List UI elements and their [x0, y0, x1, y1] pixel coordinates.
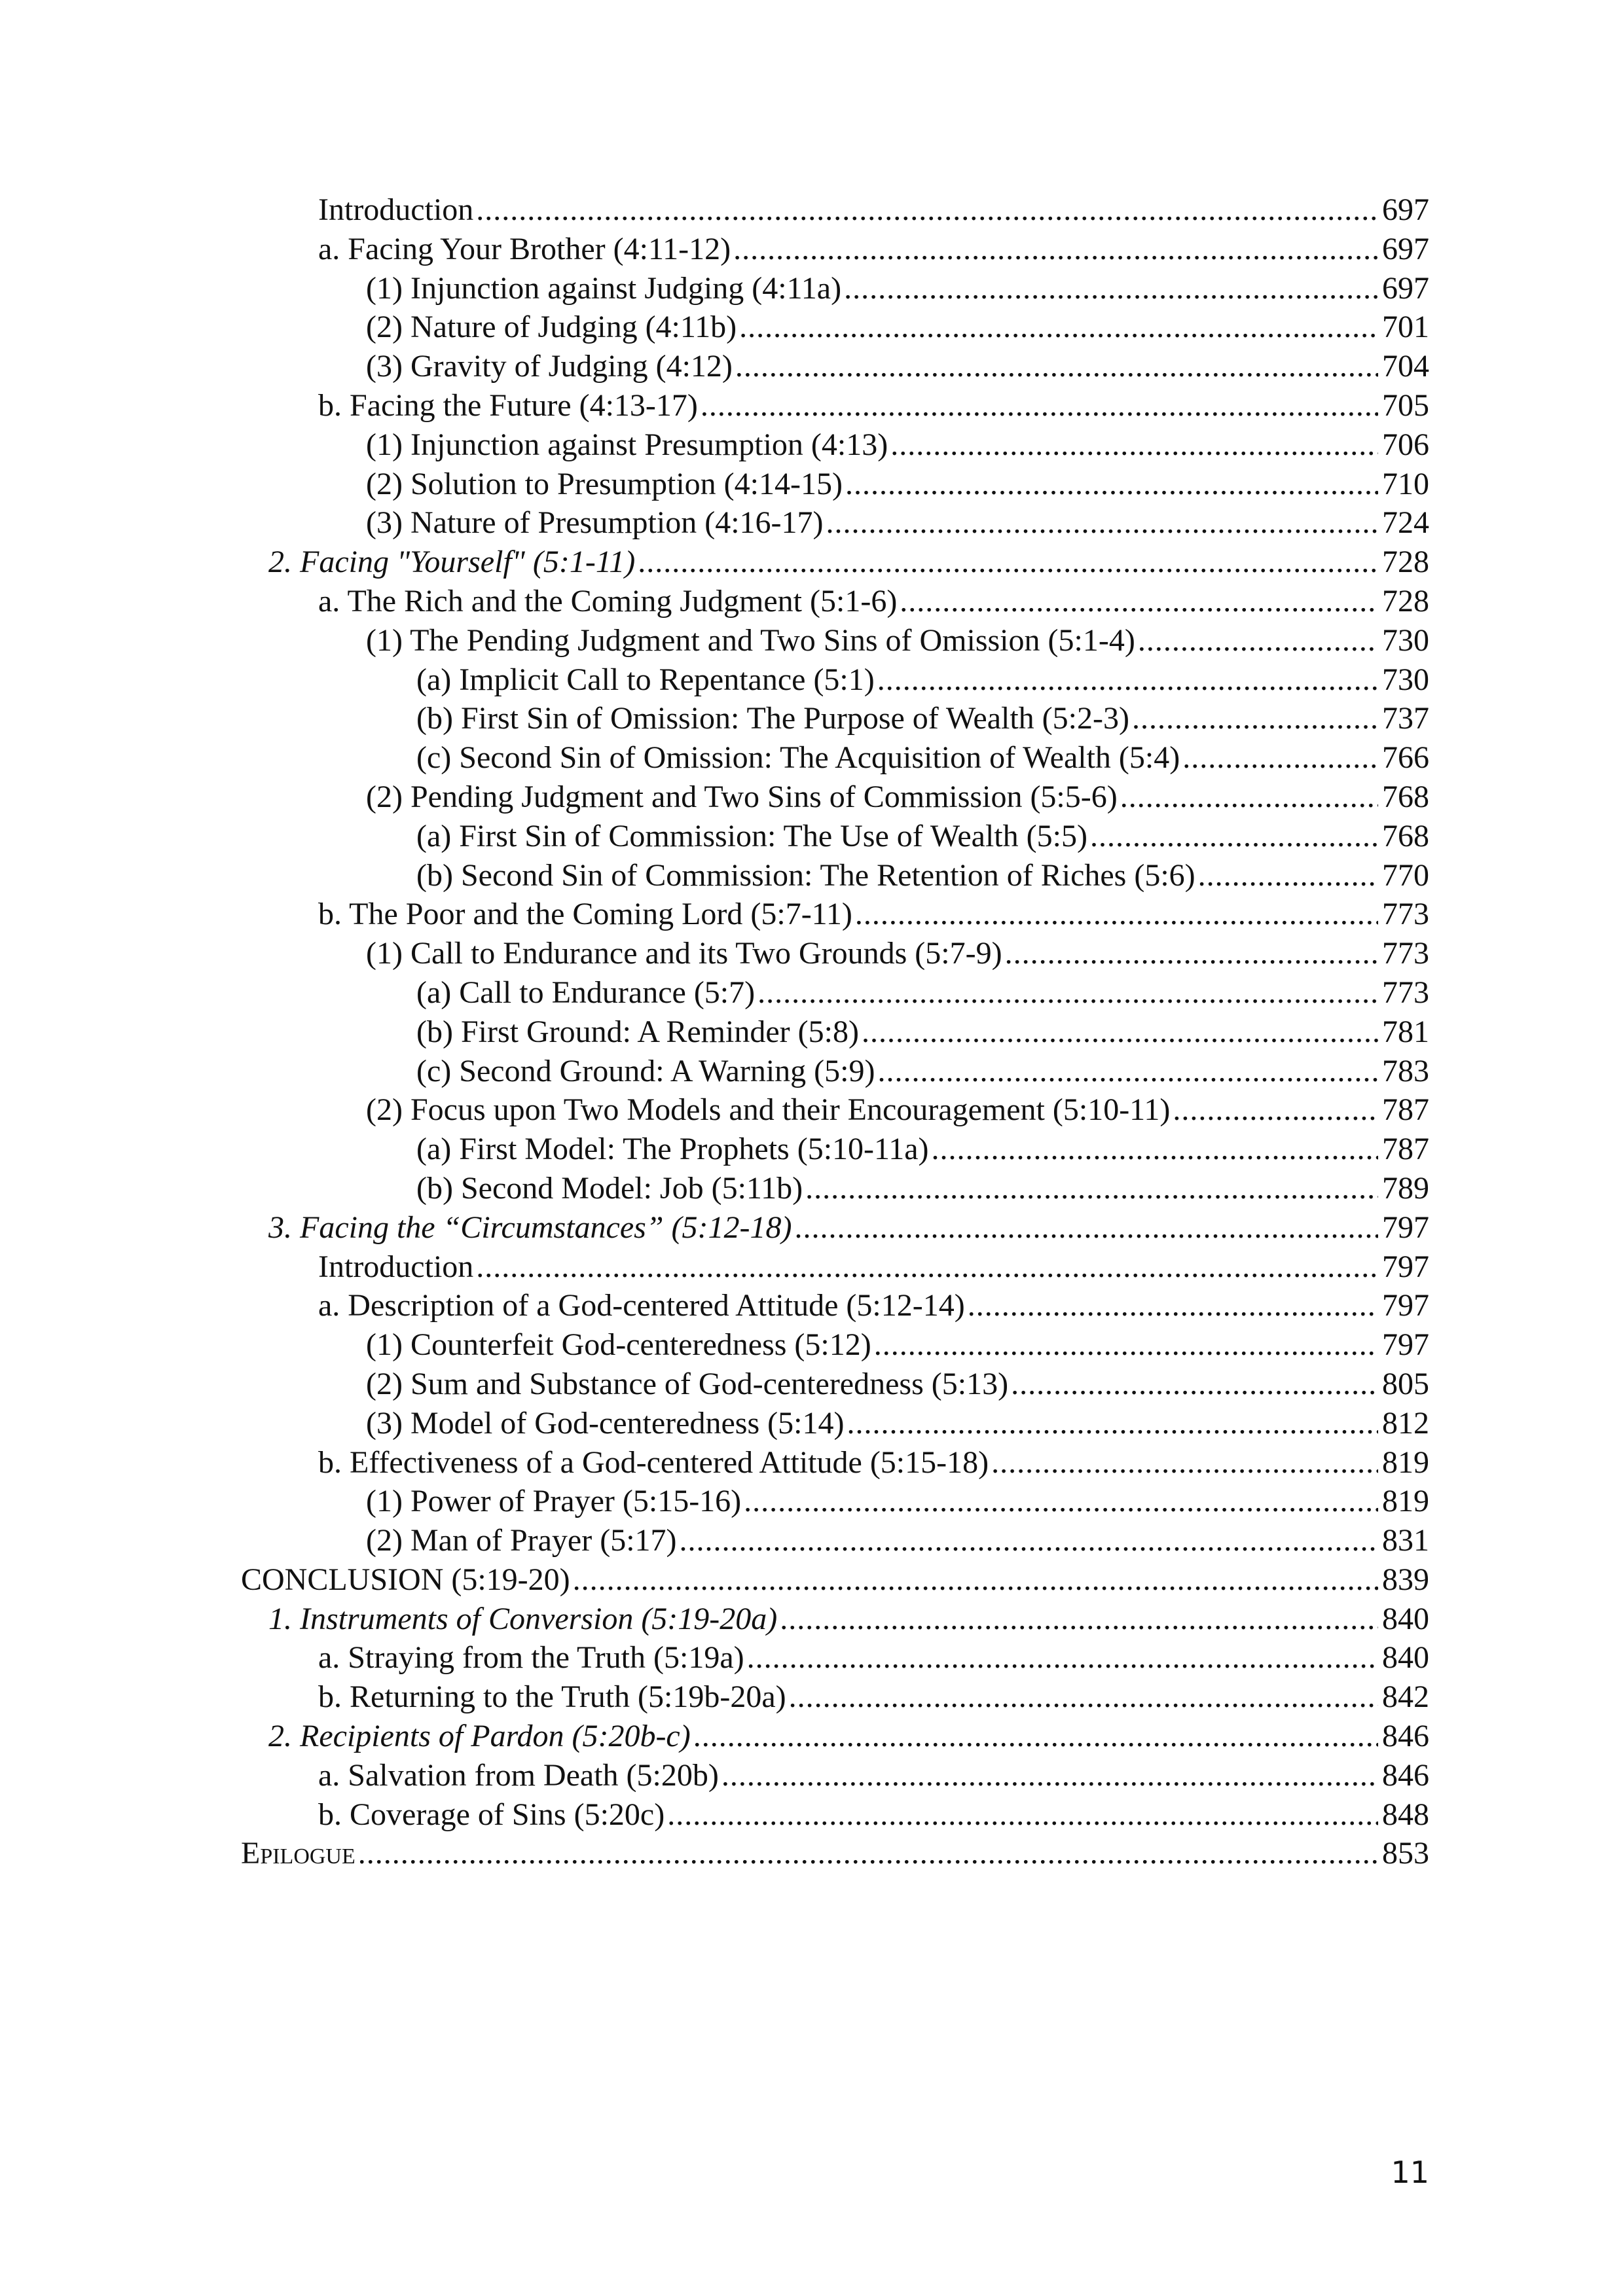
toc-entry	[241, 856, 1429, 895]
toc-entry-title: a. Straying from the Truth (5:19a)	[318, 1640, 744, 1676]
toc-entry	[241, 543, 1429, 582]
toc-entry	[241, 230, 1429, 269]
toc-entry-title: 1. Instruments of Conversion (5:19-20a)	[268, 1601, 778, 1636]
toc-entry-page: 730	[1382, 622, 1429, 658]
toc-entry	[241, 1247, 1429, 1287]
toc-entry-page: 840	[1382, 1601, 1429, 1636]
toc-entry-title: (a) Call to Endurance (5:7)	[416, 975, 756, 1010]
toc-entry-page: 789	[1382, 1170, 1429, 1206]
dot-leader	[573, 1560, 1378, 1600]
toc-entry-page: 846	[1382, 1757, 1429, 1793]
toc-entry-title: (2) Solution to Presumption (4:14-15)	[366, 466, 843, 501]
toc-entry-page: 848	[1382, 1797, 1429, 1832]
toc-entry	[241, 1169, 1429, 1208]
toc-entry	[241, 699, 1429, 738]
toc-entry-page: 842	[1382, 1679, 1429, 1715]
dot-leader	[638, 543, 1378, 582]
toc-entry-title: b. Effectiveness of a God-centered Attitude (5:15-18)	[318, 1444, 989, 1480]
toc-entry-title: b. Coverage of Sins (5:20c)	[318, 1797, 665, 1832]
toc-entry-title: (1) Injunction against Presumption (4:13)	[366, 427, 888, 462]
toc-entry	[241, 465, 1429, 504]
toc-entry	[241, 503, 1429, 543]
toc-entry	[241, 1482, 1429, 1521]
toc-entry-page: 819	[1382, 1444, 1429, 1480]
dot-leader	[1173, 1090, 1378, 1130]
toc-entry	[241, 1130, 1429, 1169]
toc-entry-page: 797	[1382, 1210, 1429, 1245]
dot-leader	[680, 1521, 1378, 1560]
toc-entry-page: 697	[1382, 270, 1429, 306]
dot-leader	[845, 465, 1378, 504]
toc-entry-page: 697	[1382, 231, 1429, 266]
dot-leader	[358, 1834, 1378, 1873]
toc-entry	[241, 1638, 1429, 1677]
toc-entry-title: b. The Poor and the Coming Lord (5:7-11)	[318, 897, 852, 932]
toc-entry-title: (b) First Sin of Omission: The Purpose of Wealth (5:2-3)	[416, 701, 1129, 736]
toc-entry-title: 2. Facing "Yourself" (5:1-11)	[268, 545, 636, 580]
toc-entry-title: a. Description of a God-centered Attitude (5:12-14)	[318, 1288, 965, 1323]
dot-leader	[794, 1208, 1378, 1247]
dot-leader	[877, 1052, 1378, 1091]
toc-entry-page: 805	[1382, 1366, 1429, 1401]
dot-leader	[1138, 621, 1378, 660]
dot-leader	[1198, 856, 1378, 895]
toc-entry	[241, 1325, 1429, 1365]
toc-entry-page: 781	[1382, 1014, 1429, 1049]
toc-entry-page: 840	[1382, 1640, 1429, 1676]
toc-entry-title: (3) Nature of Presumption (4:16-17)	[366, 505, 824, 541]
dot-leader	[780, 1600, 1378, 1639]
toc-entry	[241, 1756, 1429, 1795]
toc-entry-title: (1) Call to Endurance and its Two Grounds (5:7-9)	[366, 936, 1002, 971]
toc-entry-page: 853	[1382, 1836, 1429, 1871]
toc-entry	[241, 1717, 1429, 1756]
dot-leader	[701, 386, 1378, 425]
dot-leader	[476, 1247, 1378, 1287]
toc-entry-page: 839	[1382, 1562, 1429, 1597]
toc-entry-page: 701	[1382, 310, 1429, 345]
dot-leader	[877, 660, 1378, 700]
toc-entry-title: b. Returning to the Truth (5:19b-20a)	[318, 1679, 786, 1715]
toc-entry-page: 846	[1382, 1719, 1429, 1754]
toc-entry-page: 797	[1382, 1288, 1429, 1323]
toc-entry	[241, 817, 1429, 856]
toc-entry-page: 768	[1382, 779, 1429, 814]
toc-entry-page: 773	[1382, 936, 1429, 971]
toc-entry-page: 730	[1382, 662, 1429, 697]
toc-entry-page: 770	[1382, 857, 1429, 893]
dot-leader	[826, 503, 1378, 543]
toc-entry	[241, 1090, 1429, 1130]
dot-leader	[744, 1482, 1378, 1521]
dot-leader	[968, 1286, 1378, 1325]
toc-entry-page: 787	[1382, 1092, 1429, 1128]
dot-leader	[900, 582, 1378, 621]
dot-leader	[693, 1717, 1378, 1756]
dot-leader	[476, 190, 1378, 230]
toc-entry	[241, 308, 1429, 347]
toc-entry	[241, 1286, 1429, 1325]
toc-entry-title: (3) Gravity of Judging (4:12)	[366, 349, 733, 384]
toc-entry-title: a. Facing Your Brother (4:11-12)	[318, 231, 731, 266]
toc-entry-title: (1) Power of Prayer (5:15-16)	[366, 1484, 742, 1519]
toc-entry-title: a. Salvation from Death (5:20b)	[318, 1757, 719, 1793]
dot-leader	[890, 425, 1378, 465]
toc-entry-title: (a) First Model: The Prophets (5:10-11a)	[416, 1132, 929, 1167]
toc-entry-title: (2) Pending Judgment and Two Sins of Commission (5:5-6)	[366, 779, 1118, 814]
dot-leader	[667, 1795, 1378, 1835]
toc-entry	[241, 386, 1429, 425]
toc-entry	[241, 1600, 1429, 1639]
toc-entry	[241, 347, 1429, 386]
toc-entry	[241, 425, 1429, 465]
toc-entry	[241, 973, 1429, 1013]
dot-leader	[747, 1638, 1378, 1677]
toc-entry-title: (1) The Pending Judgment and Two Sins of Omission (5:1-4)	[366, 622, 1135, 658]
toc-entry	[241, 1443, 1429, 1482]
toc-entry	[241, 1208, 1429, 1247]
toc-entry-title: b. Facing the Future (4:13-17)	[318, 387, 698, 423]
dot-leader	[721, 1756, 1378, 1795]
toc-entry-page: 705	[1382, 387, 1429, 423]
dot-leader	[1090, 817, 1378, 856]
toc-entry-page: 787	[1382, 1132, 1429, 1167]
toc-entry-page: 706	[1382, 427, 1429, 462]
dot-leader	[739, 308, 1378, 347]
toc-entry-title: (c) Second Ground: A Warning (5:9)	[416, 1053, 875, 1088]
toc-entry-title: a. The Rich and the Coming Judgment (5:1-6)	[318, 583, 898, 619]
dot-leader	[932, 1130, 1378, 1169]
toc-entry-page: 724	[1382, 505, 1429, 541]
toc-entry-title: (3) Model of God-centeredness (5:14)	[366, 1405, 845, 1441]
toc-entry-page: 773	[1382, 897, 1429, 932]
toc-entry	[241, 778, 1429, 817]
toc-entry-page: 819	[1382, 1484, 1429, 1519]
toc-entry-title: (b) First Ground: A Reminder (5:8)	[416, 1014, 859, 1049]
toc-entry	[241, 1521, 1429, 1560]
toc-entry	[241, 660, 1429, 700]
toc-entry	[241, 269, 1429, 308]
toc-entry-page: 831	[1382, 1523, 1429, 1558]
toc-entry-title: Epilogue	[241, 1836, 356, 1871]
dot-leader	[789, 1677, 1378, 1717]
toc-entry-title: (b) Second Sin of Commission: The Retention of Riches (5:6)	[416, 857, 1195, 893]
toc-entry-title: (a) Implicit Call to Repentance (5:1)	[416, 662, 875, 697]
dot-leader	[805, 1169, 1378, 1208]
toc-entry	[241, 895, 1429, 934]
dot-leader	[847, 1404, 1378, 1443]
table-of-contents	[241, 190, 1429, 1873]
dot-leader	[1182, 738, 1378, 778]
toc-entry-page: 704	[1382, 349, 1429, 384]
dot-leader	[757, 973, 1378, 1013]
toc-entry-title: Introduction	[318, 192, 474, 227]
toc-entry-title: 2. Recipients of Pardon (5:20b-c)	[268, 1719, 691, 1754]
toc-entry	[241, 1013, 1429, 1052]
toc-entry-page: 783	[1382, 1053, 1429, 1088]
toc-entry-title: (2) Focus upon Two Models and their Encouragement (5:10-11)	[366, 1092, 1171, 1128]
toc-entry	[241, 1052, 1429, 1091]
dot-leader	[1120, 778, 1378, 817]
toc-entry-page: 797	[1382, 1327, 1429, 1363]
toc-entry-title: (2) Nature of Judging (4:11b)	[366, 310, 737, 345]
dot-leader	[735, 347, 1378, 386]
toc-entry-page: 766	[1382, 740, 1429, 776]
dot-leader	[1005, 934, 1378, 973]
dot-leader	[991, 1443, 1378, 1482]
dot-leader	[855, 895, 1378, 934]
toc-entry-title: (c) Second Sin of Omission: The Acquisition of Wealth (5:4)	[416, 740, 1180, 776]
toc-entry-title: (a) First Sin of Commission: The Use of Wealth (5:5)	[416, 818, 1087, 853]
toc-entry	[241, 1834, 1429, 1873]
toc-entry-page: 728	[1382, 545, 1429, 580]
toc-entry	[241, 934, 1429, 973]
toc-entry	[241, 1560, 1429, 1600]
dot-leader	[1011, 1365, 1378, 1404]
toc-entry-title: (b) Second Model: Job (5:11b)	[416, 1170, 803, 1206]
dot-leader	[862, 1013, 1378, 1052]
toc-entry-page: 737	[1382, 701, 1429, 736]
toc-entry-title: Introduction	[318, 1249, 474, 1284]
dot-leader	[874, 1325, 1378, 1365]
toc-entry-page: 728	[1382, 583, 1429, 619]
dot-leader	[844, 269, 1378, 308]
toc-entry-title: CONCLUSION (5:19-20)	[241, 1562, 570, 1597]
toc-entry-page: 710	[1382, 466, 1429, 501]
toc-entry	[241, 190, 1429, 230]
dot-leader	[733, 230, 1378, 269]
toc-entry	[241, 1404, 1429, 1443]
page-number: 11	[1391, 2155, 1429, 2190]
toc-entry-title: (2) Man of Prayer (5:17)	[366, 1523, 677, 1558]
toc-entry-title: (1) Injunction against Judging (4:11a)	[366, 270, 842, 306]
dot-leader	[1132, 699, 1378, 738]
toc-entry	[241, 738, 1429, 778]
toc-entry-page: 697	[1382, 192, 1429, 227]
toc-entry	[241, 1365, 1429, 1404]
toc-entry-page: 773	[1382, 975, 1429, 1010]
toc-entry	[241, 582, 1429, 621]
toc-entry-title: (2) Sum and Substance of God-centeredness (5:13)	[366, 1366, 1009, 1401]
toc-entry	[241, 621, 1429, 660]
toc-entry	[241, 1677, 1429, 1717]
toc-entry-page: 768	[1382, 818, 1429, 853]
toc-entry-page: 797	[1382, 1249, 1429, 1284]
toc-entry-title: 3. Facing the “Circumstances” (5:12-18)	[268, 1210, 792, 1245]
toc-entry-title: (1) Counterfeit God-centeredness (5:12)	[366, 1327, 871, 1363]
toc-entry	[241, 1795, 1429, 1835]
toc-entry-page: 812	[1382, 1405, 1429, 1441]
